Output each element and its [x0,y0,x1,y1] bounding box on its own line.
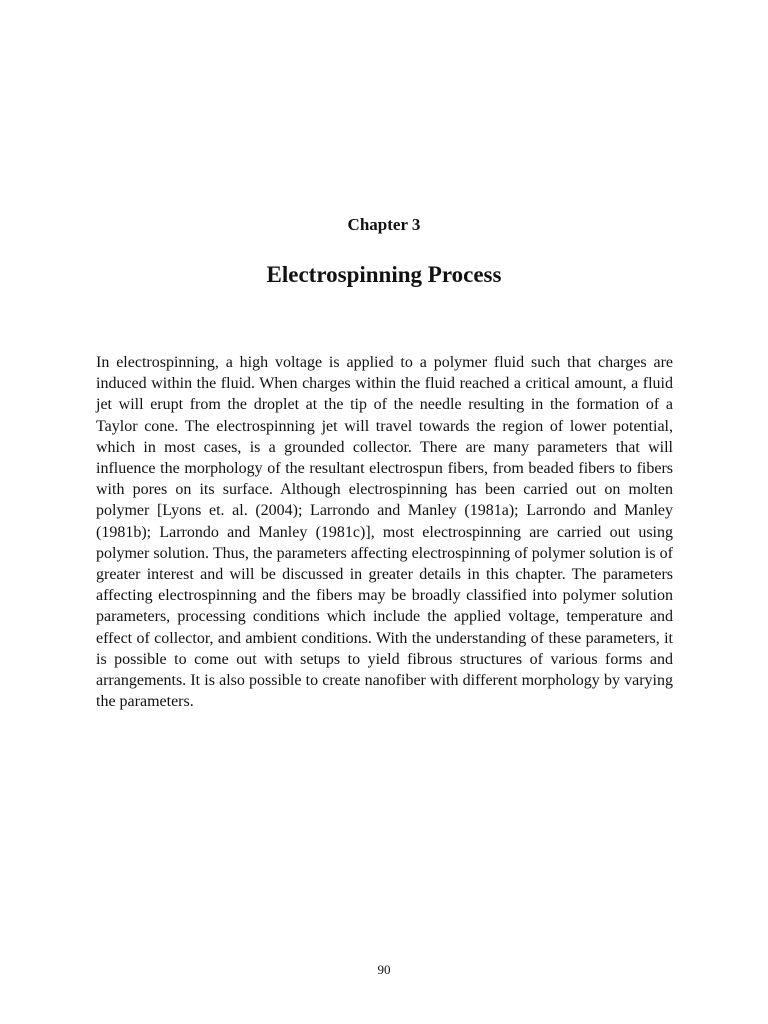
chapter-label: Chapter 3 [347,215,421,234]
page-number: 90 [377,962,391,977]
body-paragraph: In electrospinning, a high voltage is applied to a polymer fluid such that charges are induced within the fluid. When charges within the fluid reached a critical amount, a fluid jet will erupt from the droplet at the tip of the needle resulting in the formation of a Taylor cone. The electrospinning jet will travel towards the region of lower potential, which in most cases, is a grounded collector. There are many parameters that will influence the morphology of the resultant electrospun fibers, from beaded fibers to fibers with pores on its surface. Although electrospinning has been carried out on molten polymer [Lyons et. al. (2004); Larrondo and Manley (1981a); Larrondo and Manley (1981b); Larrondo and Manley (1981c)], most electrospinning are carried out using polymer solution. Thus, the parameters affecting electrospinning of polymer solution is of greater interest and will be discussed in greater details in this chapter. The parameters affecting electrospinning and the fibers may be broadly classified into polymer solution parameters, processing conditions which include the applied voltage, temperature and effect of collector, and ambient conditions. With the understanding of these parameters, it is possible to come out with setups to yield fibrous structures of various forms and arrangements. It is also possible to create nanofiber with different morphology by varying the parameters. [96,354,673,711]
chapter-title: Electrospinning Process [266,262,502,287]
